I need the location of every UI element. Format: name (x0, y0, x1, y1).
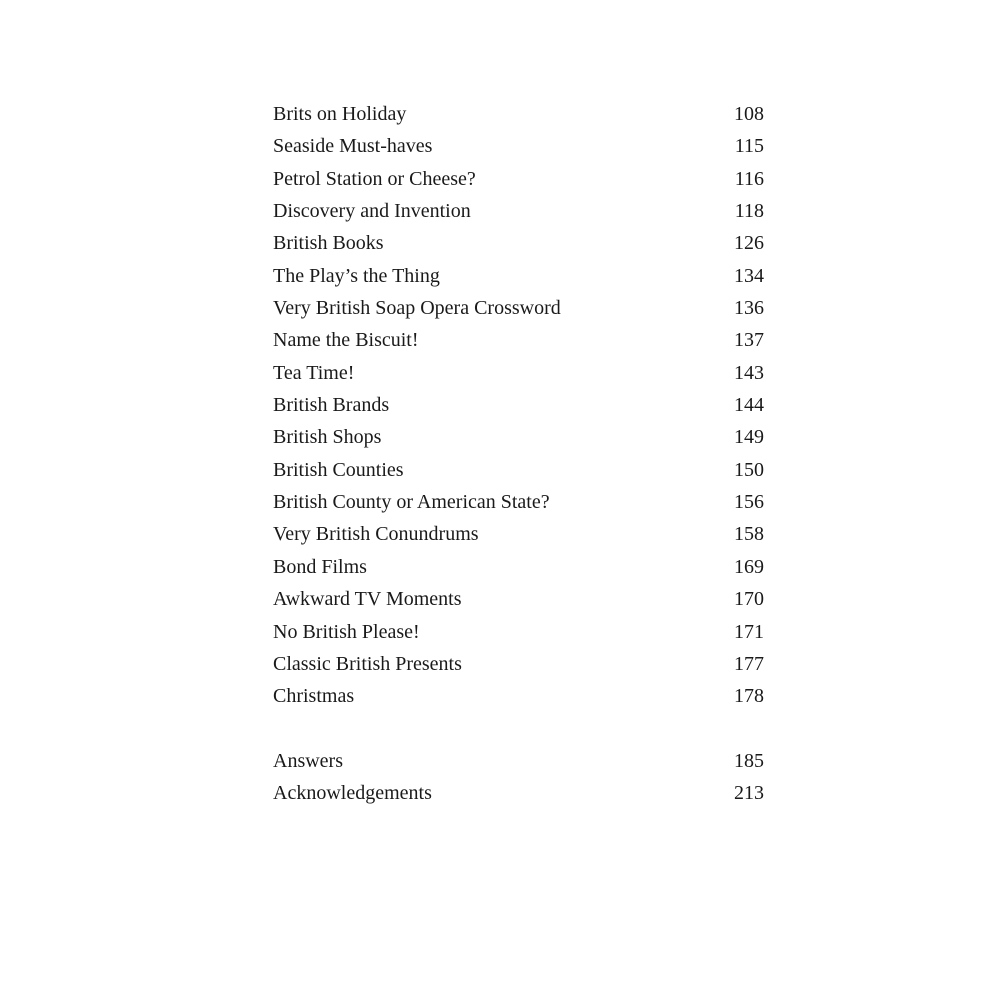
toc-entry[interactable] (273, 292, 764, 324)
entry-page-number: 116 (734, 167, 764, 190)
entry-title: Christmas (273, 685, 355, 708)
entry-title: British County or American State? (273, 491, 550, 514)
entry-page-number: 136 (734, 297, 764, 320)
entry-title: British Counties (273, 458, 404, 481)
entry-title: Bond Films (273, 555, 367, 578)
toc-entry[interactable] (273, 421, 764, 453)
entry-page-number: 185 (734, 749, 764, 772)
entry-page-number: 170 (734, 588, 764, 611)
entry-title: Acknowledgements (273, 782, 432, 805)
table-of-contents (273, 98, 764, 810)
entry-title: Seaside Must-haves (273, 135, 433, 158)
entry-page-number: 118 (734, 200, 764, 223)
entry-page-number: 178 (734, 685, 764, 708)
entry-page-number: 171 (734, 620, 764, 643)
toc-entry[interactable] (273, 357, 764, 389)
entry-page-number: 126 (734, 232, 764, 255)
toc-entry-acknowledgements[interactable] (273, 777, 764, 809)
entry-title: Classic British Presents (273, 652, 462, 675)
entry-title: The Play’s the Thing (273, 264, 440, 287)
entry-title: Awkward TV Moments (273, 588, 462, 611)
toc-entry[interactable] (273, 195, 764, 227)
entry-title: British Shops (273, 426, 382, 449)
toc-entry[interactable] (273, 260, 764, 292)
entry-page-number: 144 (734, 394, 764, 417)
toc-entry[interactable] (273, 680, 764, 712)
entry-page-number: 149 (734, 426, 764, 449)
entry-title: Name the Biscuit! (273, 329, 419, 352)
toc-entry[interactable] (273, 518, 764, 550)
entry-page-number: 213 (734, 782, 764, 805)
toc-entry[interactable] (273, 648, 764, 680)
entry-title: Discovery and Invention (273, 200, 471, 223)
toc-entry[interactable] (273, 454, 764, 486)
entry-page-number: 158 (734, 523, 764, 546)
entry-title: Very British Soap Opera Crossword (273, 297, 561, 320)
toc-entry[interactable] (273, 389, 764, 421)
entry-title: Answers (273, 749, 343, 772)
entry-title: No British Please! (273, 620, 420, 643)
entry-page-number: 115 (734, 135, 764, 158)
toc-entry[interactable] (273, 227, 764, 259)
entry-title: British Brands (273, 394, 390, 417)
toc-entry[interactable] (273, 98, 764, 130)
toc-entry[interactable] (273, 486, 764, 518)
entry-title: British Books (273, 232, 384, 255)
toc-entry[interactable] (273, 551, 764, 583)
contents-list (273, 98, 764, 810)
entry-page-number: 108 (734, 103, 764, 125)
entry-page-number: 177 (734, 652, 764, 675)
toc-entry-answers[interactable] (273, 745, 764, 777)
entry-page-number: 137 (734, 329, 764, 352)
entry-title: Petrol Station or Cheese? (273, 167, 476, 190)
toc-entry[interactable] (273, 583, 764, 615)
entry-page-number: 169 (734, 555, 764, 578)
section-spacer (273, 713, 764, 745)
entry-page-number: 134 (734, 264, 764, 287)
toc-entry[interactable] (273, 163, 764, 195)
toc-entry[interactable] (273, 616, 764, 648)
toc-entry[interactable] (273, 324, 764, 356)
entry-title: Very British Conundrums (273, 523, 479, 546)
entry-page-number: 143 (734, 361, 764, 384)
entry-page-number: 150 (734, 458, 764, 481)
entry-title: Tea Time! (273, 361, 355, 384)
entry-title: Brits on Holiday (273, 103, 407, 125)
toc-entry[interactable] (273, 130, 764, 162)
entry-page-number: 156 (734, 491, 764, 514)
